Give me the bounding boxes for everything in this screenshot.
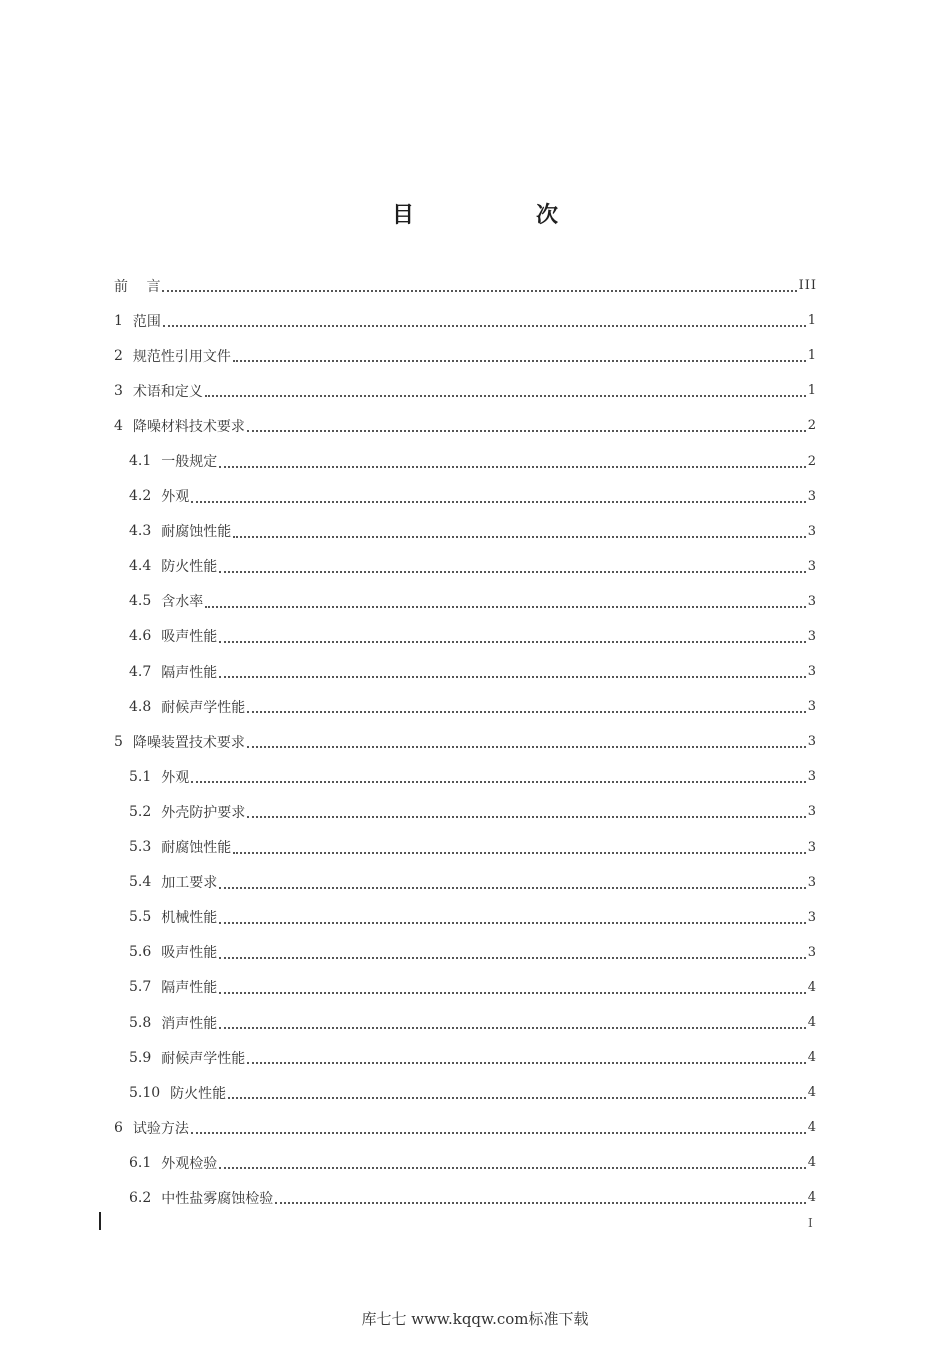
toc-entry-number: 4.8 (129, 698, 152, 715)
toc-entry-page: 3 (807, 699, 817, 715)
toc-leader-dots (275, 1201, 805, 1204)
toc-entry-label: 加工要求 (161, 875, 218, 892)
toc-leader-dots (219, 465, 805, 468)
toc-entry[interactable] (114, 1180, 817, 1215)
toc-entry-page: 4 (807, 1190, 817, 1206)
table-of-contents (114, 268, 817, 1216)
toc-leader-dots (219, 886, 805, 889)
toc-leader-dots (233, 359, 806, 362)
toc-entry-page: 4 (807, 1155, 817, 1171)
toc-entry-label: 吸声性能 (161, 945, 218, 962)
toc-entry-label: 外观 (161, 769, 190, 786)
toc-entry-label: 隔声性能 (161, 664, 218, 681)
toc-entry-label: 中性盐雾腐蚀检验 (161, 1190, 274, 1207)
toc-leader-dots (162, 289, 796, 292)
toc-leader-dots (247, 745, 806, 748)
toc-entry-label: 外观 (161, 489, 190, 506)
toc-entry[interactable] (114, 759, 817, 794)
toc-leader-dots (163, 324, 806, 327)
toc-entry-number: 5.1 (129, 768, 152, 785)
toc-entry-page: 3 (807, 944, 817, 960)
toc-entry-page: 1 (807, 313, 817, 329)
toc-entry-page: 4 (807, 1050, 817, 1066)
toc-entry[interactable] (114, 1110, 817, 1145)
toc-entry[interactable] (114, 1075, 817, 1110)
toc-entry-number: 4.5 (129, 593, 152, 610)
toc-entry-page: 3 (807, 558, 817, 574)
toc-entry-page: 3 (807, 909, 817, 925)
toc-entry-page: 3 (807, 628, 817, 644)
toc-entry-number: 5.8 (129, 1014, 152, 1031)
toc-entry-page: 3 (807, 734, 817, 750)
toc-leader-dots (205, 394, 806, 397)
toc-entry-page: 2 (807, 453, 817, 469)
toc-entry[interactable] (114, 443, 817, 478)
toc-leader-dots (247, 815, 805, 818)
toc-entry-label: 试验方法 (132, 1120, 189, 1137)
toc-entry-label: 范围 (132, 313, 161, 330)
toc-entry[interactable] (114, 794, 817, 829)
toc-entry-label: 一般规定 (161, 454, 218, 471)
toc-entry-number: 4.3 (129, 523, 152, 540)
margin-bar (99, 1212, 101, 1230)
toc-leader-dots (247, 1061, 805, 1064)
toc-entry[interactable] (114, 408, 817, 443)
toc-entry[interactable] (114, 549, 817, 584)
toc-entry-label: 耐腐蚀性能 (161, 524, 232, 541)
toc-entry-number: 5.7 (129, 979, 152, 996)
toc-entry-label: 耐候声学性能 (161, 1050, 246, 1067)
toc-leader-dots (191, 1131, 806, 1134)
toc-entry-number: 4 (114, 417, 123, 434)
toc-entry[interactable] (114, 865, 817, 900)
toc-leader-dots (219, 1166, 805, 1169)
toc-entry[interactable] (114, 654, 817, 689)
toc-entry-label: 吸声性能 (161, 629, 218, 646)
toc-entry-number: 5.6 (129, 944, 152, 961)
toc-entry-number: 6.2 (129, 1189, 152, 1206)
toc-entry-number: 5.5 (129, 909, 152, 926)
toc-entry[interactable] (114, 935, 817, 970)
toc-entry-number: 2 (114, 347, 123, 364)
toc-entry[interactable] (114, 514, 817, 549)
toc-entry[interactable] (114, 373, 817, 408)
toc-entry-number: 4.2 (129, 488, 152, 505)
toc-entry-label: 规范性引用文件 (132, 348, 231, 365)
toc-entry-label: 前 言 (114, 278, 161, 295)
toc-entry-number: 5.9 (129, 1049, 152, 1066)
download-footer: 库七七 www.kqqw.com标准下载 (361, 1310, 589, 1328)
toc-entry[interactable] (114, 689, 817, 724)
toc-entry-number: 6 (114, 1119, 123, 1136)
toc-entry-page: 1 (807, 348, 817, 364)
page-number: I (808, 1216, 813, 1230)
toc-leader-dots (247, 710, 805, 713)
toc-entry[interactable] (114, 479, 817, 514)
toc-entry-number: 3 (114, 382, 123, 399)
toc-entry[interactable] (114, 724, 817, 759)
toc-entry-page: 4 (807, 1015, 817, 1031)
toc-leader-dots (219, 991, 805, 994)
toc-entry-label: 外壳防护要求 (161, 804, 246, 821)
toc-entry[interactable] (114, 584, 817, 619)
toc-entry-page: 4 (807, 979, 817, 995)
toc-leader-dots (219, 1026, 805, 1029)
toc-leader-dots (191, 500, 805, 503)
toc-entry-page: 3 (807, 523, 817, 539)
toc-leader-dots (191, 780, 805, 783)
toc-entry-label: 含水率 (161, 594, 204, 611)
toc-leader-dots (205, 605, 805, 608)
toc-leader-dots (219, 570, 805, 573)
toc-entry-label: 防火性能 (170, 1085, 227, 1102)
toc-leader-dots (228, 1096, 806, 1099)
toc-entry-label: 降噪材料技术要求 (132, 418, 245, 435)
toc-entry-number: 4.4 (129, 558, 152, 575)
toc-leader-dots (219, 921, 805, 924)
toc-entry-number: 1 (114, 312, 123, 329)
toc-entry-page: 3 (807, 769, 817, 785)
toc-leader-dots (233, 535, 805, 538)
toc-entry-label: 隔声性能 (161, 980, 218, 997)
toc-entry-number: 5.2 (129, 803, 152, 820)
toc-entry[interactable] (114, 970, 817, 1005)
toc-entry-page: 4 (807, 1085, 817, 1101)
toc-leader-dots (219, 675, 805, 678)
toc-entry-number: 6.1 (129, 1154, 152, 1171)
toc-entry-label: 耐候声学性能 (161, 699, 246, 716)
toc-entry-page: 3 (807, 664, 817, 680)
toc-entry[interactable] (114, 268, 817, 303)
toc-leader-dots (233, 851, 805, 854)
toc-entry-page: III (798, 278, 817, 294)
toc-entry-label: 机械性能 (161, 910, 218, 927)
toc-entry-page: 3 (807, 839, 817, 855)
toc-entry[interactable] (114, 1145, 817, 1180)
toc-entry-page: 3 (807, 804, 817, 820)
toc-entry-number: 5 (114, 733, 123, 750)
toc-entry-number: 5.3 (129, 839, 152, 856)
toc-entry-page: 4 (807, 1120, 817, 1136)
toc-entry[interactable] (114, 303, 817, 338)
toc-entry[interactable] (114, 1005, 817, 1040)
toc-entry-number: 4.7 (129, 663, 152, 680)
toc-entry-label: 术语和定义 (132, 383, 203, 400)
page-title: 目 次 (391, 203, 608, 228)
toc-leader-dots (219, 640, 805, 643)
toc-leader-dots (219, 956, 805, 959)
toc-entry-number: 4.6 (129, 628, 152, 645)
toc-entry-label: 消声性能 (161, 1015, 218, 1032)
toc-entry-label: 外观检验 (161, 1155, 218, 1172)
toc-entry-label: 耐腐蚀性能 (161, 840, 232, 857)
toc-entry-page: 3 (807, 593, 817, 609)
toc-entry[interactable] (114, 830, 817, 865)
toc-entry-label: 防火性能 (161, 559, 218, 576)
toc-entry-number: 5.10 (129, 1084, 161, 1101)
toc-entry-label: 降噪装置技术要求 (132, 734, 245, 751)
toc-entry-number: 5.4 (129, 874, 152, 891)
toc-entry-number: 4.1 (129, 453, 152, 470)
toc-entry-page: 1 (807, 383, 817, 399)
toc-entry[interactable] (114, 338, 817, 373)
toc-leader-dots (247, 429, 806, 432)
toc-entry-page: 2 (807, 418, 817, 434)
toc-entry[interactable] (114, 619, 817, 654)
toc-entry-page: 3 (807, 874, 817, 890)
toc-entry[interactable] (114, 1040, 817, 1075)
toc-entry-page: 3 (807, 488, 817, 504)
toc-entry[interactable] (114, 900, 817, 935)
